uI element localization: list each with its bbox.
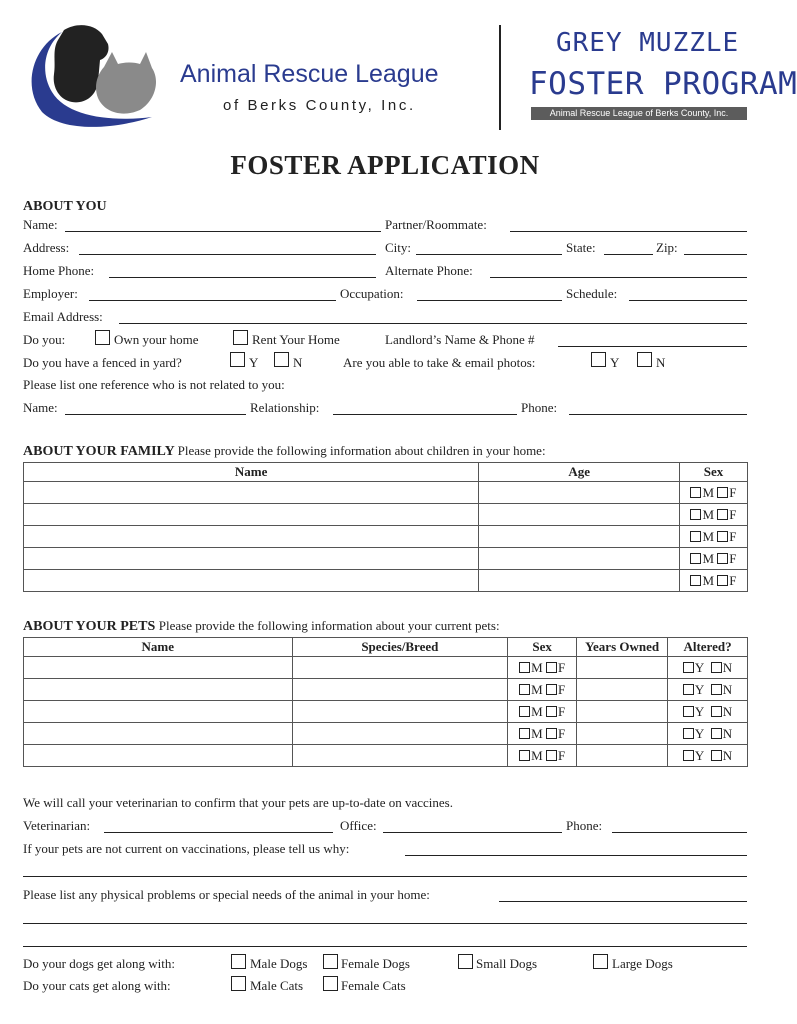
male-dogs-checkbox[interactable]: [231, 954, 246, 969]
altered-n-checkbox[interactable]: [711, 706, 722, 717]
m-label: M: [531, 725, 543, 741]
pet-species-cell[interactable]: [292, 657, 508, 679]
altered-y-checkbox[interactable]: [683, 684, 694, 695]
y-label: Y: [694, 747, 705, 763]
pet-name-cell[interactable]: [24, 745, 293, 767]
pet-altered-cell: [668, 657, 748, 679]
physical-label: Please list any physical problems or special needs of the animal in your home:: [23, 887, 430, 902]
physical-field[interactable]: [499, 901, 747, 902]
pet-species-cell[interactable]: [292, 723, 508, 745]
vet-phone-field[interactable]: [612, 832, 747, 833]
altered-y-checkbox[interactable]: [683, 750, 694, 761]
veterinarian-field[interactable]: [104, 832, 333, 833]
family-heading-sub: Please provide the following information about children in your home:: [177, 443, 546, 458]
occupation-field[interactable]: [417, 300, 562, 301]
sex-f-checkbox[interactable]: [546, 728, 557, 739]
pet-years-cell[interactable]: [577, 723, 668, 745]
altered-n-checkbox[interactable]: [711, 750, 722, 761]
rent-home-label: Rent Your Home: [252, 332, 340, 347]
rent-home-checkbox[interactable]: [233, 330, 248, 345]
f-label: F: [557, 659, 566, 675]
alt-phone-field[interactable]: [490, 277, 747, 278]
family-sex-cell: [680, 570, 748, 592]
name-field[interactable]: [65, 231, 381, 232]
pet-species-cell[interactable]: [292, 745, 508, 767]
f-label: F: [729, 528, 737, 544]
cats-along-label: Do your cats get along with:: [23, 978, 171, 993]
family-heading-title: ABOUT YOUR FAMILY: [23, 444, 175, 459]
employer-label: Employer:: [23, 286, 78, 301]
ref-name-label: Name:: [23, 400, 58, 415]
name-label: Name:: [23, 217, 58, 232]
f-label: F: [729, 572, 737, 588]
dog-cat-logo-icon: [22, 22, 182, 132]
m-label: M: [702, 506, 715, 522]
pet-sex-cell: [508, 701, 577, 723]
not-current-field[interactable]: [405, 855, 747, 856]
pets-col-species: Species/Breed: [292, 638, 508, 657]
own-home-label: Own your home: [114, 332, 199, 347]
family-name-cell[interactable]: [24, 570, 479, 592]
photos-no-label: N: [656, 355, 666, 370]
pet-altered-cell: [668, 679, 748, 701]
schedule-field[interactable]: [629, 300, 747, 301]
sex-f-checkbox[interactable]: [717, 575, 728, 586]
n-label: N: [722, 659, 733, 675]
family-age-cell[interactable]: [479, 526, 680, 548]
pets-table: [23, 637, 748, 767]
fenced-yes-checkbox[interactable]: [230, 352, 245, 367]
state-field[interactable]: [604, 254, 653, 255]
physical-field-3[interactable]: [23, 946, 747, 947]
pet-name-cell[interactable]: [24, 679, 293, 701]
pet-sex-cell: [508, 723, 577, 745]
pets-heading: [23, 618, 500, 635]
sex-f-checkbox[interactable]: [546, 684, 557, 695]
zip-label: Zip:: [656, 240, 678, 255]
pet-altered-cell: [668, 745, 748, 767]
home-phone-label: Home Phone:: [23, 263, 95, 278]
pets-col-sex: Sex: [508, 638, 577, 657]
m-label: M: [531, 659, 543, 675]
f-label: F: [557, 747, 566, 763]
ref-phone-field[interactable]: [569, 414, 747, 415]
arl-subtitle: of Berks County, Inc.: [223, 97, 416, 114]
vet-phone-label: Phone:: [566, 818, 603, 833]
landlord-label: Landlord’s Name & Phone #: [385, 332, 535, 347]
gm-bottom-text: FOSTER PROGRAM: [529, 66, 797, 102]
pet-altered-cell: [668, 723, 748, 745]
m-label: M: [702, 484, 715, 500]
family-sex-cell: [680, 482, 748, 504]
photos-label: Are you able to take & email photos:: [343, 355, 536, 370]
y-label: Y: [694, 725, 705, 741]
family-age-cell[interactable]: [479, 504, 680, 526]
male-cats-label: Male Cats: [250, 978, 304, 993]
sex-m-checkbox[interactable]: [690, 575, 701, 586]
family-sex-cell: [680, 526, 748, 548]
table-row: [24, 657, 748, 679]
female-cats-checkbox[interactable]: [323, 976, 338, 991]
table-row: [24, 504, 748, 526]
sex-m-checkbox[interactable]: [690, 509, 701, 520]
y-label: Y: [694, 681, 705, 697]
do-you-label: Do you:: [23, 332, 66, 347]
male-cats-checkbox[interactable]: [231, 976, 246, 991]
gm-top-text: GREY MUZZLE: [556, 28, 740, 58]
m-label: M: [531, 747, 543, 763]
fenced-no-checkbox[interactable]: [274, 352, 289, 367]
family-col-sex: Sex: [680, 463, 748, 482]
sex-m-checkbox[interactable]: [519, 662, 530, 673]
family-col-age: Age: [479, 463, 680, 482]
ref-phone-label: Phone:: [521, 400, 558, 415]
table-row: [24, 570, 748, 592]
m-label: M: [702, 550, 715, 566]
table-row: [24, 745, 748, 767]
pet-sex-cell: [508, 657, 577, 679]
f-label: F: [557, 681, 566, 697]
f-label: F: [729, 550, 737, 566]
table-row: [24, 723, 748, 745]
email-field[interactable]: [119, 323, 747, 324]
family-heading: [23, 443, 546, 460]
sex-f-checkbox[interactable]: [546, 706, 557, 717]
family-sex-cell: [680, 504, 748, 526]
pets-heading-sub: Please provide the following information about your current pets:: [158, 618, 500, 633]
family-age-cell[interactable]: [479, 570, 680, 592]
pet-years-cell[interactable]: [577, 701, 668, 723]
family-age-cell[interactable]: [479, 548, 680, 570]
alt-phone-label: Alternate Phone:: [385, 263, 473, 278]
family-age-cell[interactable]: [479, 482, 680, 504]
sex-m-checkbox[interactable]: [690, 487, 701, 498]
altered-y-checkbox[interactable]: [683, 706, 694, 717]
fenced-label: Do you have a fenced in yard?: [23, 355, 182, 370]
photos-yes-checkbox[interactable]: [591, 352, 606, 367]
family-sex-cell: [680, 548, 748, 570]
pet-years-cell[interactable]: [577, 657, 668, 679]
table-row: [24, 526, 748, 548]
sex-f-checkbox[interactable]: [546, 662, 557, 673]
office-field[interactable]: [383, 832, 562, 833]
family-name-cell[interactable]: [24, 482, 479, 504]
family-name-cell[interactable]: [24, 526, 479, 548]
email-label: Email Address:: [23, 309, 103, 324]
partner-field[interactable]: [510, 231, 747, 232]
table-row: [24, 548, 748, 570]
m-label: M: [702, 572, 715, 588]
pet-name-cell[interactable]: [24, 701, 293, 723]
photos-yes-label: Y: [610, 355, 620, 370]
small-dogs-checkbox[interactable]: [458, 954, 473, 969]
sex-m-checkbox[interactable]: [519, 706, 530, 717]
n-label: N: [722, 747, 733, 763]
sex-f-checkbox[interactable]: [717, 531, 728, 542]
pets-col-altered: Altered?: [668, 638, 748, 657]
sex-m-checkbox[interactable]: [690, 553, 701, 564]
sex-f-checkbox[interactable]: [717, 553, 728, 564]
family-name-cell[interactable]: [24, 504, 479, 526]
pet-years-cell[interactable]: [577, 679, 668, 701]
pet-species-cell[interactable]: [292, 701, 508, 723]
pet-species-cell[interactable]: [292, 679, 508, 701]
schedule-label: Schedule:: [566, 286, 618, 301]
pet-years-cell[interactable]: [577, 745, 668, 767]
m-label: M: [702, 528, 715, 544]
ref-name-field[interactable]: [65, 414, 246, 415]
family-col-name: Name: [24, 463, 479, 482]
physical-field-2[interactable]: [23, 923, 747, 924]
altered-n-checkbox[interactable]: [711, 728, 722, 739]
female-dogs-label: Female Dogs: [341, 956, 410, 971]
n-label: N: [722, 725, 733, 741]
reference-label: Please list one reference who is not related to you:: [23, 377, 285, 392]
about-you-heading: ABOUT YOU: [23, 199, 107, 214]
pet-name-cell[interactable]: [24, 657, 293, 679]
city-field[interactable]: [416, 254, 562, 255]
veterinarian-label: Veterinarian:: [23, 818, 91, 833]
relationship-label: Relationship:: [250, 400, 320, 415]
arl-title: Animal Rescue League: [180, 60, 439, 88]
vet-intro: We will call your veterinarian to confirm that your pets are up-to-date on vaccines.: [23, 795, 453, 810]
landlord-field[interactable]: [558, 346, 747, 347]
address-label: Address:: [23, 240, 70, 255]
pet-name-cell[interactable]: [24, 723, 293, 745]
pet-sex-cell: [508, 745, 577, 767]
not-current-field-2[interactable]: [23, 876, 747, 877]
header-divider: [499, 25, 501, 130]
family-table: [23, 462, 748, 592]
female-cats-label: Female Cats: [341, 978, 406, 993]
occupation-label: Occupation:: [340, 286, 404, 301]
address-field[interactable]: [79, 254, 376, 255]
dogs-along-label: Do your dogs get along with:: [23, 956, 176, 971]
sex-m-checkbox[interactable]: [519, 750, 530, 761]
sex-f-checkbox[interactable]: [717, 509, 728, 520]
sex-m-checkbox[interactable]: [519, 728, 530, 739]
family-name-cell[interactable]: [24, 548, 479, 570]
altered-y-checkbox[interactable]: [683, 728, 694, 739]
fenced-no-label: N: [293, 355, 303, 370]
f-label: F: [557, 703, 566, 719]
table-row: [24, 679, 748, 701]
female-dogs-checkbox[interactable]: [323, 954, 338, 969]
zip-field[interactable]: [684, 254, 747, 255]
m-label: M: [531, 681, 543, 697]
home-phone-field[interactable]: [109, 277, 376, 278]
f-label: F: [557, 725, 566, 741]
y-label: Y: [694, 659, 705, 675]
n-label: N: [722, 703, 733, 719]
pet-altered-cell: [668, 701, 748, 723]
altered-n-checkbox[interactable]: [711, 684, 722, 695]
office-label: Office:: [340, 818, 377, 833]
altered-n-checkbox[interactable]: [711, 662, 722, 673]
relationship-field[interactable]: [333, 414, 517, 415]
pets-heading-title: ABOUT YOUR PETS: [23, 619, 156, 634]
altered-y-checkbox[interactable]: [683, 662, 694, 673]
partner-label: Partner/Roommate:: [385, 217, 487, 232]
state-label: State:: [566, 240, 596, 255]
pet-sex-cell: [508, 679, 577, 701]
fenced-yes-label: Y: [249, 355, 259, 370]
sex-m-checkbox[interactable]: [690, 531, 701, 542]
large-dogs-label: Large Dogs: [612, 956, 673, 971]
own-home-checkbox[interactable]: [95, 330, 110, 345]
city-label: City:: [385, 240, 412, 255]
pets-col-name: Name: [24, 638, 293, 657]
y-label: Y: [694, 703, 705, 719]
table-row: [24, 701, 748, 723]
small-dogs-label: Small Dogs: [476, 956, 538, 971]
sex-m-checkbox[interactable]: [519, 684, 530, 695]
gm-bar: Animal Rescue League of Berks County, Inc.: [531, 107, 747, 120]
f-label: F: [729, 484, 737, 500]
large-dogs-checkbox[interactable]: [593, 954, 608, 969]
not-current-label: If your pets are not current on vaccinations, please tell us why:: [23, 841, 350, 856]
m-label: M: [531, 703, 543, 719]
sex-f-checkbox[interactable]: [546, 750, 557, 761]
photos-no-checkbox[interactable]: [637, 352, 652, 367]
male-dogs-label: Male Dogs: [250, 956, 308, 971]
pets-col-years: Years Owned: [577, 638, 668, 657]
employer-field[interactable]: [89, 300, 336, 301]
page-title: FOSTER APPLICATION: [230, 150, 540, 180]
table-row: [24, 482, 748, 504]
sex-f-checkbox[interactable]: [717, 487, 728, 498]
n-label: N: [722, 681, 733, 697]
f-label: F: [729, 506, 737, 522]
